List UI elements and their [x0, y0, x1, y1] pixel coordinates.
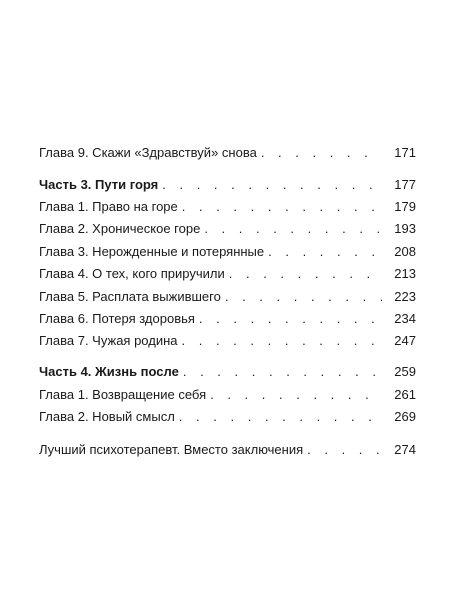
- toc-entry-page: 261: [394, 387, 416, 402]
- toc-entry-p3-ch7[interactable]: [39, 331, 416, 351]
- toc-entry-title: Глава 1. Возвращение себя: [39, 387, 207, 402]
- dot-leader: [229, 264, 382, 284]
- toc-entry-title: Глава 1. Право на горе: [39, 199, 178, 214]
- toc-entry-page: 247: [394, 333, 416, 348]
- toc-entry-page: 179: [394, 199, 416, 214]
- toc-entry-title: Глава 3. Нерожденные и потерянные: [39, 244, 265, 259]
- toc-entry-title: Лучший психотерапевт. Вместо заключения: [39, 442, 304, 457]
- dot-leader: [261, 143, 382, 163]
- dot-leader: [307, 440, 382, 460]
- toc-entry-page: 208: [394, 244, 416, 259]
- toc-entry-ch9[interactable]: [39, 143, 416, 163]
- toc-entry-page: 259: [394, 364, 416, 379]
- dot-leader: [204, 219, 382, 239]
- toc-part-title: Часть 3. Пути горя: [39, 177, 159, 192]
- toc-entry-title: Глава 4. О тех, кого приручили: [39, 266, 225, 281]
- toc-entry-title: Глава 6. Потеря здоровья: [39, 311, 195, 326]
- toc-entry-p3-ch1[interactable]: [39, 197, 416, 217]
- dot-leader: [182, 197, 382, 217]
- toc-entry-p4-ch1[interactable]: [39, 385, 416, 405]
- toc-entry-title: Глава 5. Расплата выжившего: [39, 289, 221, 304]
- toc-part-title: Часть 4. Жизнь после: [39, 364, 179, 379]
- toc-entry-title: Глава 7. Чужая родина: [39, 333, 178, 348]
- toc-part-3[interactable]: [39, 175, 416, 195]
- dot-leader: [179, 407, 382, 427]
- toc-entry-page: 177: [394, 177, 416, 192]
- dot-leader: [225, 287, 382, 307]
- dot-leader: [210, 385, 382, 405]
- toc-entry-p3-ch6[interactable]: [39, 309, 416, 329]
- toc-entry-conclusion[interactable]: [39, 440, 416, 460]
- toc-entry-p3-ch2[interactable]: [39, 219, 416, 239]
- dot-leader: [199, 309, 382, 329]
- dot-leader: [183, 362, 382, 382]
- dot-leader: [162, 175, 382, 195]
- toc-entry-page: 234: [394, 311, 416, 326]
- toc-entry-p3-ch3[interactable]: [39, 242, 416, 262]
- toc-entry-title: Глава 9. Скажи «Здравствуй» снова: [39, 145, 257, 160]
- dot-leader: [268, 242, 382, 262]
- toc-entry-page: 213: [394, 266, 416, 281]
- toc-entry-page: 269: [394, 409, 416, 424]
- toc-entry-page: 171: [394, 145, 416, 160]
- toc-entry-title: Глава 2. Хроническое горе: [39, 221, 201, 236]
- toc-entry-page: 274: [394, 442, 416, 457]
- toc-entry-page: 193: [394, 221, 416, 236]
- toc-entry-title: Глава 2. Новый смысл: [39, 409, 175, 424]
- dot-leader: [182, 331, 383, 351]
- toc-entry-p3-ch5[interactable]: [39, 287, 416, 307]
- toc-part-4[interactable]: [39, 362, 416, 382]
- toc-entry-page: 223: [394, 289, 416, 304]
- toc-entry-p4-ch2[interactable]: [39, 407, 416, 427]
- toc-entry-p3-ch4[interactable]: [39, 264, 416, 284]
